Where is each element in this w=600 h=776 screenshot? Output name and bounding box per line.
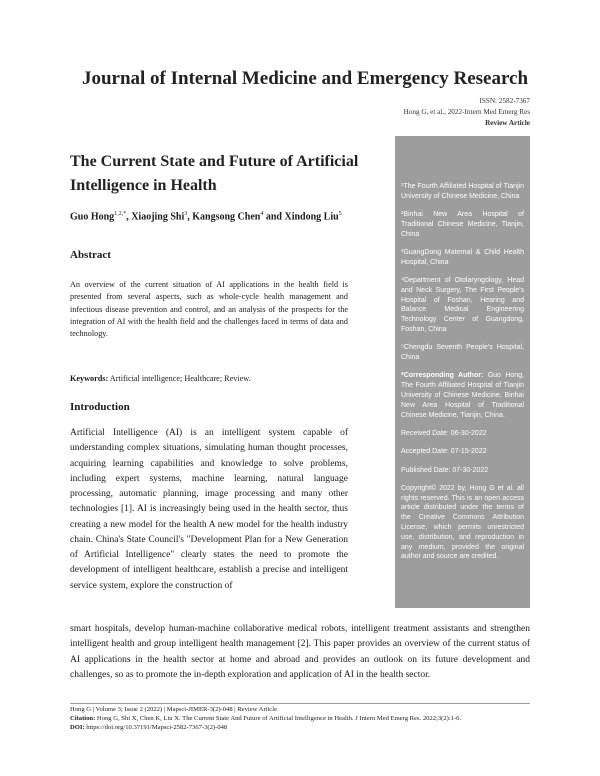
published-date: Published Date: 07-30-2022 [401, 466, 489, 474]
abstract-heading: Abstract [70, 249, 111, 261]
corresponding-author-label: *Corresponding Author: [401, 372, 484, 380]
citation-text: Hong G, Shi X, Chen K, Liu X. The Current State And Future of Artificial Intelligence in Health. J Intern Med Emerg Res. 2022;3(2):1-6. [95, 715, 462, 723]
info-sidebar [395, 136, 530, 608]
affiliation: ²Binhai New Area Hospital of Traditional Chinese Medicine, Tianjin, China [401, 211, 524, 238]
author-affil-marker: 5 [338, 211, 342, 217]
issn: ISSN: 2582-7367 [479, 97, 530, 105]
affiliation: ¹The Fourth Affiliated Hospital of Tianjin University of Chinese Medicine, China [401, 183, 524, 200]
received-date: Received Date: 06-30-2022 [401, 429, 487, 437]
author-name: Xiaojing Shi [131, 211, 185, 223]
author-name: Guo Hong [70, 211, 115, 223]
affiliation: ³GuangDong Maternal & Child Health Hospital, China [401, 248, 524, 266]
keywords-text: Artificial intelligence; Healthcare; Review. [108, 374, 251, 383]
abstract-text: An overview of the current situation of AI applications in the health field is presented from several aspects, such as whole-cycle health management and infectious disease prevention and control, and an analysis of the prospects for the integration of AI with the health field and the challenges faced in terms of data and technology. [70, 280, 348, 339]
footer-citation [70, 714, 530, 723]
corresponding-author [401, 371, 524, 420]
article-title: The Current State and Future of Artificial Intelligence in Health [70, 153, 359, 194]
author-affil-marker: 1,2,* [114, 211, 127, 217]
journal-title: Journal of Internal Medicine and Emergency Research [81, 68, 529, 89]
author-list [70, 207, 348, 224]
page-footer [70, 703, 530, 732]
affiliation: ⁵Chengdu Seventh People's Hospital, China [401, 344, 524, 362]
keywords [70, 374, 348, 383]
short-citation: Hong G, et al., 2022-Intern Med Emerg Res [403, 108, 530, 116]
author-separator: and [263, 211, 285, 223]
author-separator: , [126, 211, 132, 223]
footer-volume-line: Hong G | Volume 3; Issue 2 (2022) | Mapsci-JIMER-3(2)-048 | Review Article [70, 703, 530, 714]
keywords-label: Keywords: [70, 374, 109, 383]
citation-label: Citation: [70, 715, 96, 723]
doi-link[interactable]: https://doi.org/10.37191/Mapsci-2582-7367-3(2)-048 [84, 724, 228, 732]
article-meta [404, 96, 530, 129]
author-name: Xindong Liu [284, 211, 339, 223]
author-separator: , [187, 211, 193, 223]
copyright-notice: Copyright© 2022 by, Hong G et al. all rights reserved. This is an open access article distributed under the terms of the Creative Commons Attribution License, which permits unrestricted use, distribution, and reproduction in any medium, provided the original author and source are credited. [401, 484, 524, 561]
introduction-heading: Introduction [70, 401, 130, 413]
corresponding-author-text: Guo Hong, The Fourth Affiliated Hospital of Tianjin University of Chinese Medicine, Binhai New Area Hospital of Traditional Chinese Medicine, Tianjin, China. [401, 372, 524, 419]
author-affil-marker: 3 [184, 211, 188, 217]
author-affil-marker: 4 [260, 211, 264, 217]
affiliation: ⁴Department of Otolaryngology, Head and Neck Surgery, The First People's Hospital of Foshan, Hearing and Balance Medical Engineering Technology Center of Guangdong, Foshan, China [401, 277, 524, 334]
accepted-date: Accepted Date: 07-15-2022 [401, 448, 487, 456]
author-name: Kangsong Chen [192, 211, 261, 223]
doi-label: DOI: [70, 724, 85, 732]
footer-doi [70, 723, 530, 732]
article-type: Review Article [485, 119, 530, 127]
introduction-paragraph-column: Artificial Intelligence (AI) is an intelligent system capable of understanding complex situations, simulating human thought processes, acquiring learning capabilities and knowledge to solve problems, including expert systems, machine learning, natural language processing, automatic planning, image processing and many other technologies [1]. AI is increasingly being used in the health sector, thus creating a new model for the health A new model for the health industry chain. China's State Council's "Development Plan for a New Generation of Artificial Intelligence" clearly states the need to promote the development of intelligent healthcare, establish a precise and intelligent service system, explore the construction of [70, 428, 348, 591]
introduction-paragraph-fullwidth: smart hospitals, develop human-machine collaborative medical robots, intelligent treatment assistants and strengthen intelligent health and group intelligent health management [2]. This paper provides an overview of the current status of AI applications in the health sector at home and abroad and provides an outlook on its future development and challenges, so as to promote the in-depth exploration and application of AI in the health sector. [70, 624, 530, 680]
